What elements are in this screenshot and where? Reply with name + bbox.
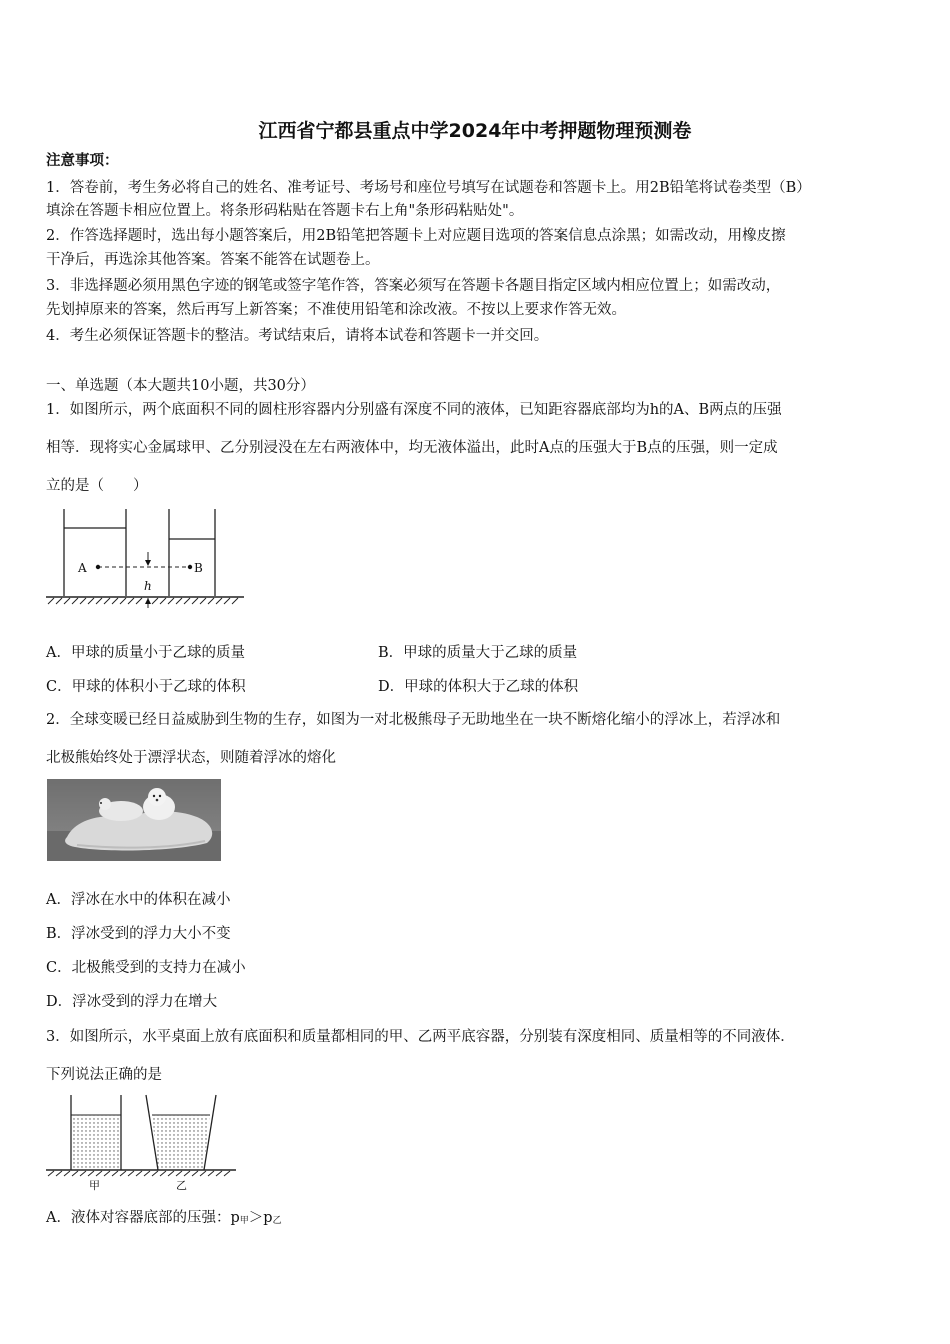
page-title: 江西省宁都县重点中学2024年中考押题物理预测卷: [258, 120, 692, 142]
q3-option-a-prefix: A．液体对容器底部的压强：p: [46, 1210, 240, 1226]
question-1-text: 立的是（ ）: [46, 478, 148, 494]
notice-line: 3．非选择题必须用黑色字迹的钢笔或签字笔作答，答案必须写在答题卡各题目指定区域内相应位置上；如需改动，: [46, 278, 781, 294]
point-b-label: B: [194, 561, 203, 575]
q2-option-d[interactable]: D．浮冰受到的浮力在增大: [46, 994, 218, 1010]
question-2-text: 北极熊始终处于漂浮状态，则随着浮冰的熔化: [46, 750, 336, 766]
polar-bear-ice-image: [47, 779, 221, 861]
height-label: h: [144, 579, 152, 593]
question-1-text: 相等．现将实心金属球甲、乙分别浸没在左右两液体中，均无液体溢出，此时A点的压强大于B点的压强，则一定成: [46, 440, 778, 456]
section-heading: 一、单选题（本大题共10小题，共30分）: [46, 378, 315, 394]
q3-containers-figure: [44, 1093, 240, 1193]
q1-option-c[interactable]: C．甲球的体积小于乙球的体积: [46, 679, 246, 695]
notice-line: 干净后，再选涂其他答案。答案不能答在试题卷上。: [46, 252, 380, 268]
subscript-yi: 乙: [272, 1216, 282, 1226]
subscript-jia: 甲: [239, 1216, 249, 1226]
greater-than: ＞p: [248, 1210, 273, 1226]
q1-option-d[interactable]: D．甲球的体积大于乙球的体积: [378, 679, 579, 695]
q1-containers-figure: [44, 506, 248, 610]
q1-option-a[interactable]: A．甲球的质量小于乙球的质量: [46, 645, 245, 661]
q3-option-a[interactable]: [46, 1208, 282, 1231]
container-yi-label: 乙: [176, 1179, 187, 1192]
notice-line: 填涂在答题卡相应位置上。将条形码粘贴在答题卡右上角"条形码粘贴处"。: [46, 203, 524, 219]
q2-option-a[interactable]: A．浮冰在水中的体积在减小: [46, 892, 231, 908]
q2-option-c[interactable]: C．北极熊受到的支持力在减小: [46, 960, 246, 976]
q1-option-b[interactable]: B．甲球的质量大于乙球的质量: [378, 645, 578, 661]
notice-line: 2．作答选择题时，选出每小题答案后，用2B铅笔把答题卡上对应题目选项的答案信息点涂黑；如需改动，用橡皮擦: [46, 228, 786, 244]
question-3-text: 下列说法正确的是: [46, 1067, 162, 1083]
container-jia-label: 甲: [89, 1179, 100, 1192]
notice-heading: 注意事项：: [46, 152, 119, 169]
question-3-text: 3．如图所示，水平桌面上放有底面积和质量都相同的甲、乙两平底容器，分别装有深度相同、质量相等的不同液体．: [46, 1029, 795, 1045]
notice-line: 先划掉原来的答案，然后再写上新答案；不准使用铅笔和涂改液。不按以上要求作答无效。: [46, 302, 626, 318]
question-2-text: 2．全球变暖已经日益威胁到生物的生存，如图为一对北极熊母子无助地坐在一块不断熔化缩小的浮冰上，若浮冰和: [46, 712, 781, 728]
q2-option-b[interactable]: B．浮冰受到的浮力大小不变: [46, 926, 231, 942]
notice-line: 1．答卷前，考生务必将自己的姓名、准考证号、考场号和座位号填写在试题卷和答题卡上。用2B铅笔将试卷类型（B）: [46, 180, 811, 196]
question-1-text: 1．如图所示，两个底面积不同的圆柱形容器内分别盛有深度不同的液体，已知距容器底部均为h的A、B两点的压强: [46, 402, 782, 418]
point-a-label: A: [78, 561, 87, 575]
notice-line: 4．考生必须保证答题卡的整洁。考试结束后，请将本试卷和答题卡一并交回。: [46, 328, 549, 344]
